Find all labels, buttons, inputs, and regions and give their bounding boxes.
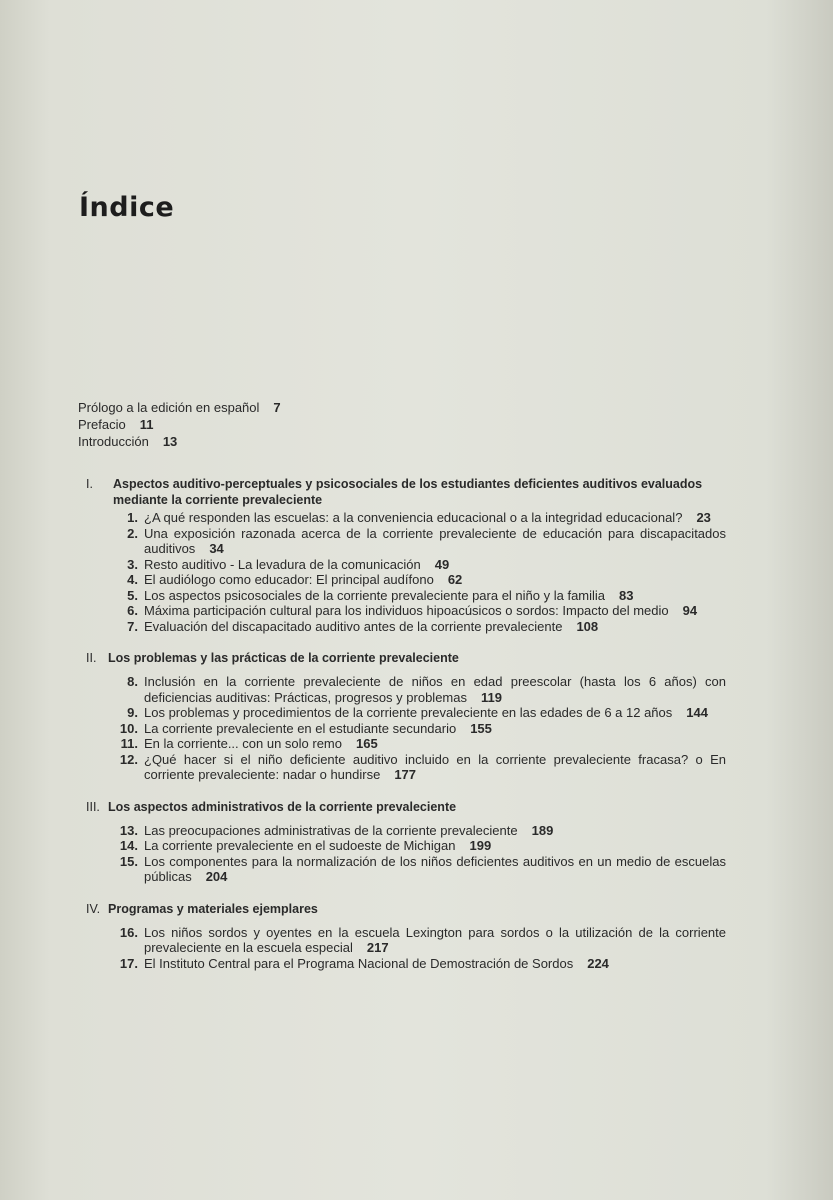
part-numeral: IV.	[86, 901, 101, 916]
part-heading	[76, 476, 726, 508]
chapter-item	[104, 526, 726, 557]
chapter-number: 16.	[119, 924, 138, 940]
part-heading	[76, 650, 726, 666]
part-numeral: III.	[86, 799, 100, 814]
chapter-title: ¿A qué responden las escuelas: a la conveniencia educacional o a la integridad educacional?	[144, 510, 683, 525]
front-matter-item	[78, 433, 281, 450]
page-number: 49	[434, 556, 450, 572]
chapter-title: Máxima participación cultural para los individuos hipoacúsicos o sordos: Impacto del medio	[144, 603, 669, 618]
chapter-number: 2.	[127, 525, 138, 541]
chapter-item	[104, 603, 726, 619]
chapter-number: 17.	[119, 955, 138, 971]
chapter-entry	[144, 752, 726, 783]
chapter-title: Evaluación del discapacitado auditivo antes de la corriente prevaleciente	[144, 618, 563, 634]
page-number: 23	[696, 510, 711, 525]
chapter-item	[104, 557, 726, 573]
chapter-title: Los problemas y procedimientos de la corriente prevaleciente en las edades de 6 a 12 años	[144, 705, 673, 720]
chapter-item	[104, 736, 726, 752]
chapter-entry	[144, 557, 726, 573]
chapter-entry	[144, 674, 726, 705]
page-number: 13	[162, 434, 178, 449]
chapter-title: El Instituto Central para el Programa Nacional de Demostración de Sordos	[144, 955, 574, 971]
page-number: 199	[469, 838, 492, 853]
chapter-number: 1.	[127, 510, 138, 525]
toc-part	[76, 476, 726, 634]
chapter-title: La corriente prevaleciente en el sudoeste de Michigan	[144, 838, 456, 853]
chapter-entry	[144, 823, 726, 839]
page-number: 7	[273, 400, 281, 415]
chapter-item	[104, 510, 726, 526]
chapter-title: En la corriente... con un solo remo	[144, 736, 342, 751]
page-number: 83	[619, 587, 634, 603]
front-matter-title: Introducción	[78, 434, 149, 449]
chapter-entry	[144, 925, 726, 956]
front-matter-list	[78, 399, 281, 450]
chapter-number: 10.	[119, 720, 138, 736]
toc-part	[76, 650, 726, 783]
page-number: 11	[139, 417, 154, 432]
page-number: 177	[394, 767, 417, 782]
chapter-number: 4.	[127, 572, 138, 587]
chapter-number: 11.	[120, 736, 138, 751]
chapter-item	[104, 956, 726, 972]
part-heading	[76, 799, 726, 815]
chapter-item	[104, 619, 726, 635]
part-heading	[76, 901, 726, 917]
page-title: Índice	[79, 192, 175, 223]
chapter-title: Resto auditivo - La levadura de la comunicación	[144, 556, 421, 572]
page-number: 217	[366, 940, 389, 955]
chapter-title: ¿Qué hacer si el niño deficiente auditivo incluido en la corriente prevaleciente fracasa? o En corriente prevaleciente: nadar o hundirse	[144, 751, 726, 782]
page-number: 94	[682, 603, 698, 618]
page-number: 34	[209, 541, 224, 556]
chapter-item	[104, 572, 726, 588]
chapter-title: Inclusión en la corriente prevaleciente de niños en edad preescolar (hasta los 6 años) con deficiencias auditivas: Prácticas, progresos y problemas	[144, 674, 726, 705]
chapter-number: 15.	[119, 853, 138, 869]
chapter-title: La corriente prevaleciente en el estudiante secundario	[144, 720, 457, 736]
chapter-entry	[144, 510, 726, 526]
chapter-entry	[144, 526, 726, 557]
part-title: Los aspectos administrativos de la corriente prevaleciente	[108, 799, 457, 814]
chapter-list	[76, 674, 726, 783]
chapter-entry	[144, 854, 726, 885]
toc-part	[76, 901, 726, 972]
chapter-number: 12.	[119, 751, 138, 767]
page-number: 108	[576, 618, 599, 634]
front-matter-title: Prefacio	[78, 417, 126, 432]
page-number: 62	[447, 572, 463, 587]
part-numeral: I.	[86, 477, 93, 491]
chapter-title: Los niños sordos y oyentes en la escuela Lexington para sordos o la utilización de la corriente prevaleciente en la escuela especial	[144, 924, 726, 955]
chapter-item	[104, 925, 726, 956]
chapter-item	[104, 752, 726, 783]
chapter-entry	[144, 619, 726, 635]
chapter-title: Una exposición razonada acerca de la corriente prevaleciente de educación para discapacitados auditivos	[144, 525, 726, 556]
chapter-number: 6.	[127, 603, 138, 618]
part-numeral: II.	[86, 651, 97, 665]
chapter-item	[104, 705, 726, 721]
page-number: 155	[470, 720, 492, 736]
part-title: Aspectos auditivo-perceptuales y psicosociales de los estudiantes deficientes auditivos evaluados mediante la corriente prevaleciente	[113, 477, 703, 507]
chapter-entry	[144, 721, 726, 737]
part-title: Programas y materiales ejemplares	[108, 901, 318, 916]
front-matter-item	[78, 399, 281, 416]
chapter-list	[76, 925, 726, 972]
chapter-entry	[144, 705, 726, 721]
page-number: 189	[531, 822, 554, 838]
chapter-entry	[144, 588, 726, 604]
chapter-item	[104, 823, 726, 839]
chapter-entry	[144, 603, 726, 619]
chapter-item	[104, 674, 726, 705]
chapter-item	[104, 588, 726, 604]
chapter-item	[104, 838, 726, 854]
chapter-title: Los componentes para la normalización de los niños deficientes auditivos en un medio de escuelas públicas	[144, 853, 726, 884]
chapter-title: Las preocupaciones administrativas de la corriente prevaleciente	[144, 822, 518, 838]
chapter-title: Los aspectos psicosociales de la corriente prevaleciente para el niño y la familia	[144, 587, 606, 603]
chapter-number: 3.	[127, 556, 138, 572]
chapter-entry	[144, 956, 726, 972]
part-title: Los problemas y las prácticas de la corriente prevaleciente	[108, 651, 459, 665]
table-of-contents	[76, 476, 726, 981]
chapter-item	[104, 721, 726, 737]
chapter-list	[76, 510, 726, 634]
chapter-number: 9.	[127, 705, 138, 720]
page-number: 224	[587, 955, 609, 971]
chapter-number: 7.	[127, 618, 138, 634]
page-number: 119	[480, 689, 502, 705]
chapter-list	[76, 823, 726, 885]
chapter-title: El audiólogo como educador: El principal audífono	[144, 572, 434, 587]
chapter-number: 8.	[127, 674, 138, 689]
chapter-entry	[144, 736, 726, 752]
page-number: 165	[356, 736, 378, 751]
chapter-entry	[144, 838, 726, 854]
page-number: 204	[205, 869, 228, 884]
chapter-item	[104, 854, 726, 885]
page-number: 144	[686, 705, 708, 720]
chapter-number: 14.	[119, 838, 138, 853]
chapter-number: 13.	[119, 822, 138, 838]
front-matter-title: Prólogo a la edición en español	[78, 400, 260, 415]
chapter-number: 5.	[127, 587, 138, 603]
toc-part	[76, 799, 726, 885]
chapter-entry	[144, 572, 726, 588]
front-matter-item	[78, 416, 281, 433]
